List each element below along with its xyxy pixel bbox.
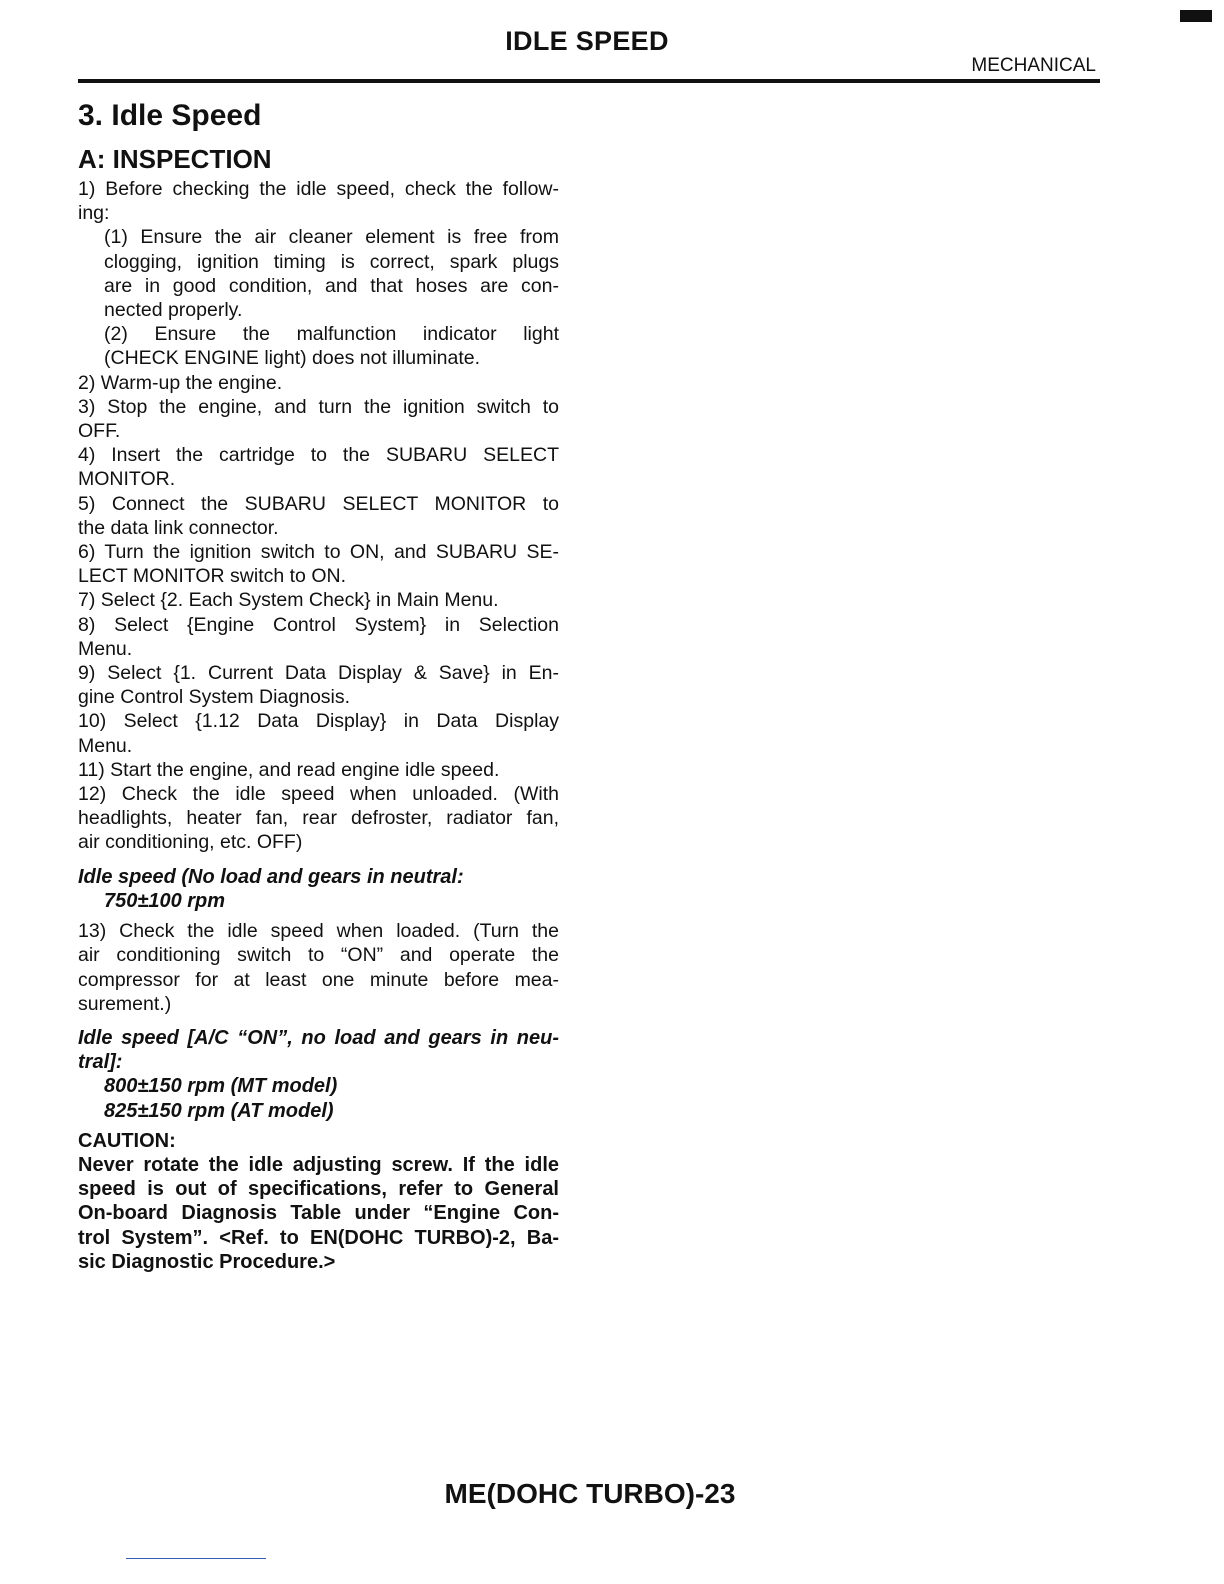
step-line: OFF. [78, 420, 121, 443]
main-column [78, 96, 559, 1274]
caution-line: On-board Diagnosis Table under “Engine Con- [78, 1202, 559, 1225]
step-line: 12) Check the idle speed when unloaded. (With [78, 783, 559, 806]
footer-link-underline [126, 1558, 266, 1559]
step-8 [78, 613, 559, 661]
step-line: LECT MONITOR switch to ON. [78, 565, 346, 588]
step-line: 7) Select {2. Each System Check} in Main Menu. [78, 589, 499, 612]
spec-label: tral]: [78, 1051, 123, 1074]
step-line: Menu. [78, 734, 133, 757]
step-1 [78, 177, 559, 225]
step-line: 13) Check the idle speed when loaded. (Turn the [78, 920, 559, 943]
step-10 [78, 709, 559, 757]
scan-mark [1180, 10, 1212, 22]
page-number: ME(DOHC TURBO)-23 [444, 1478, 736, 1509]
step-line: 8) Select {Engine Control System} in Selection [78, 613, 559, 636]
spec-value: 750±100 rpm [104, 889, 226, 912]
step-line: are in good condition, and that hoses are con- [104, 274, 559, 297]
step-line: (2) Ensure the malfunction indicator light [104, 323, 559, 346]
page-header-section: MECHANICAL [971, 55, 1096, 76]
step-line: 11) Start the engine, and read engine idle speed. [78, 758, 500, 781]
step-12 [78, 782, 559, 855]
subsection-title: A: INSPECTION [78, 144, 272, 174]
spec-label: Idle speed [A/C “ON”, no load and gears in neu- [78, 1026, 559, 1049]
step-3 [78, 395, 559, 443]
step-line: 5) Connect the SUBARU SELECT MONITOR to [78, 492, 559, 515]
step-line: 1) Before checking the idle speed, check the follow- [78, 178, 559, 200]
step-11 [78, 758, 559, 782]
step-line: Menu. [78, 637, 133, 660]
step-line: nected properly. [104, 299, 243, 322]
step-line: 2) Warm-up the engine. [78, 371, 283, 394]
spec-label: Idle speed (No load and gears in neutral: [78, 865, 464, 888]
step-line: 4) Insert the cartridge to the SUBARU SELECT [78, 444, 559, 467]
step-1-1 [78, 225, 559, 322]
spec-value-mt: 800±150 rpm (MT model) [104, 1075, 338, 1098]
caution-line: Never rotate the idle adjusting screw. If the idle [78, 1153, 559, 1176]
step-line: headlights, heater fan, rear defroster, radiator fan, [78, 807, 559, 830]
step-line: 10) Select {1.12 Data Display} in Data Display [78, 710, 559, 733]
step-line: (CHECK ENGINE light) does not illuminate. [104, 347, 481, 370]
step-line: 9) Select {1. Current Data Display & Save} in En- [78, 662, 559, 685]
step-13 [78, 919, 559, 1016]
step-line: ing: [78, 202, 110, 225]
page-header-title: IDLE SPEED [505, 26, 669, 56]
header-divider [78, 79, 1100, 83]
caution-line: trol System”. <Ref. to EN(DOHC TURBO)-2, Ba- [78, 1226, 559, 1249]
caution-line: sic Diagnostic Procedure.> [78, 1250, 336, 1273]
step-4 [78, 443, 559, 491]
step-line: (1) Ensure the air cleaner element is free from [104, 226, 559, 249]
caution-line: speed is out of specifications, refer to General [78, 1178, 559, 1201]
step-7 [78, 588, 559, 612]
spec-idle-loaded [78, 1026, 559, 1123]
step-line: clogging, ignition timing is correct, spark plugs [104, 250, 559, 273]
step-1-2 [78, 322, 559, 370]
step-line: compressor for at least one minute before mea- [78, 968, 559, 991]
step-line: surement.) [78, 992, 172, 1015]
step-5 [78, 492, 559, 540]
step-line: air conditioning switch to “ON” and operate the [78, 944, 559, 967]
step-line: gine Control System Diagnosis. [78, 686, 351, 709]
caution-block [78, 1129, 559, 1274]
step-line: air conditioning, etc. OFF) [78, 831, 303, 854]
step-line: the data link connector. [78, 516, 279, 539]
step-line: 6) Turn the ignition switch to ON, and SUBARU SE- [78, 541, 559, 564]
step-2 [78, 371, 559, 395]
step-6 [78, 540, 559, 588]
spec-value-at: 825±150 rpm (AT model) [104, 1099, 334, 1122]
step-9 [78, 661, 559, 709]
section-title: 3. Idle Speed [78, 99, 262, 132]
spec-idle-unloaded [78, 865, 559, 913]
caution-heading: CAUTION: [78, 1129, 176, 1152]
step-line: MONITOR. [78, 468, 176, 491]
step-line: 3) Stop the engine, and turn the ignition switch to [78, 395, 559, 418]
